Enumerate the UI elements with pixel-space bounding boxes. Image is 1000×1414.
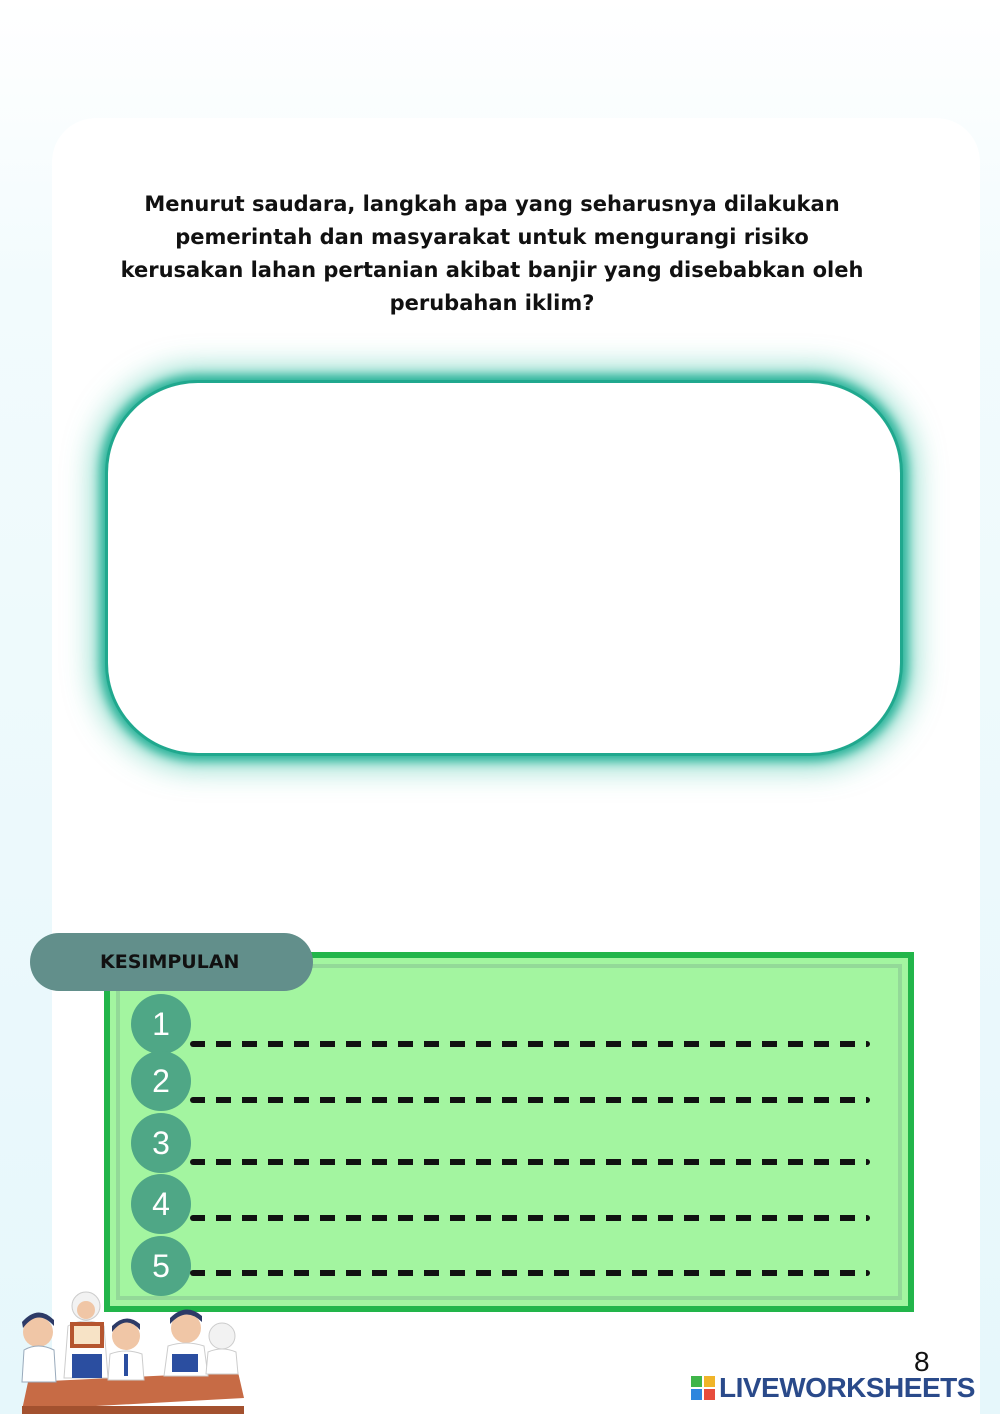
conclusion-title: KESIMPULAN [100,951,240,973]
liveworksheets-logo-icon [690,1375,716,1401]
item-number-3: 3 [131,1113,191,1173]
question-text: Menurut saudara, langkah apa yang seharusnya dilakukan pemerintah dan masyarakat untuk mengurangi risiko kerusakan lahan pertanian akibat banjir yang disebabkan oleh perubahan iklim? [120,192,864,315]
conclusion-input-4[interactable] [190,1215,870,1221]
conclusion-tab [30,933,313,991]
conclusion-panel [104,952,914,1312]
students-studying-illustration [8,1270,248,1414]
conclusion-input-1[interactable] [190,1041,870,1047]
page-number: 8 [914,1346,930,1377]
brand-name: LIVEWORKSHEETS [719,1372,975,1403]
item-number-1: 1 [131,994,191,1054]
conclusion-input-2[interactable] [190,1097,870,1103]
conclusion-input-5[interactable] [190,1270,870,1276]
item-number-2: 2 [131,1051,191,1111]
conclusion-input-3[interactable] [190,1159,870,1165]
item-number-4: 4 [131,1174,191,1234]
brand-logo [690,1372,975,1404]
answer-text-box[interactable] [108,383,900,753]
item-number-5: 5 [131,1236,191,1296]
